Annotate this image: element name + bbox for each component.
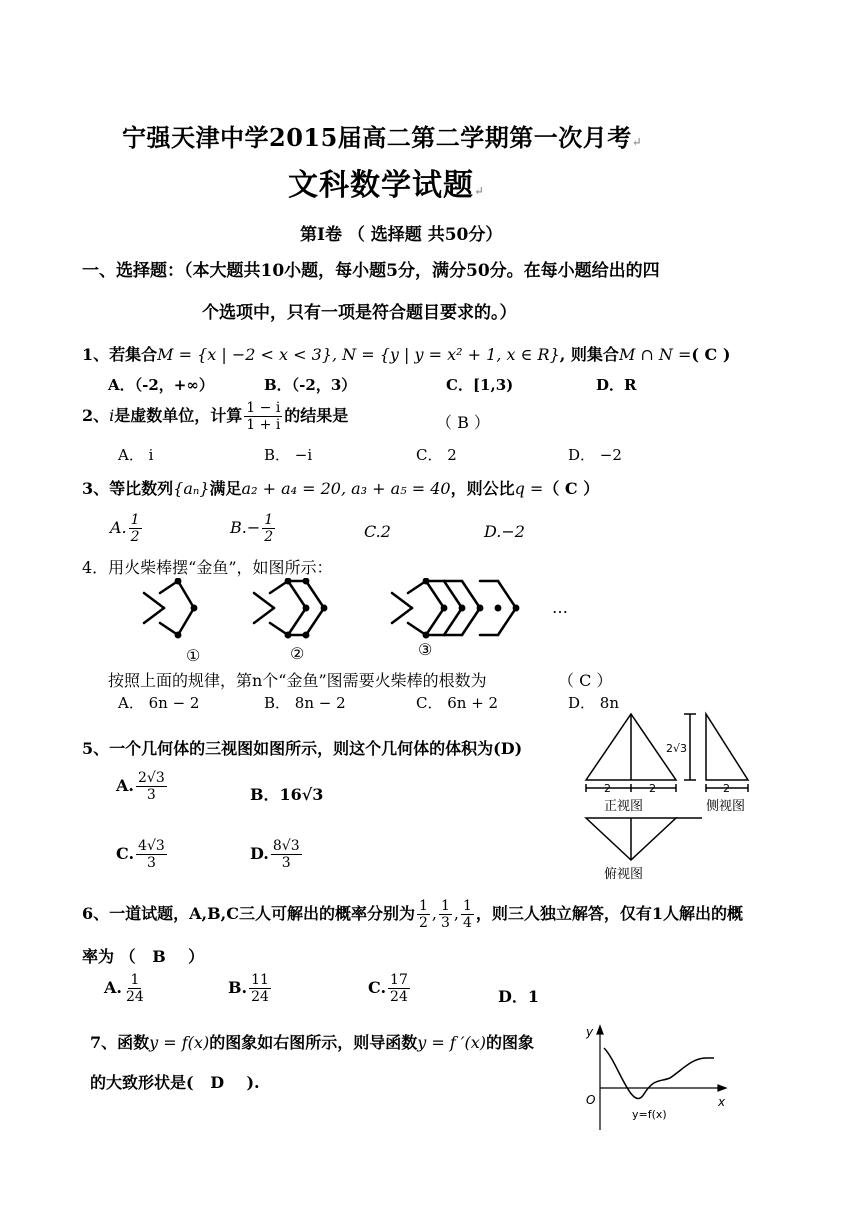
q1-option-a: A．（-2，+∞）	[108, 376, 214, 394]
front-dim-right: 2	[649, 782, 656, 795]
q6-option-a: A. $\frac{1}{24}$	[104, 972, 144, 1006]
front-view-label: 正视图	[604, 799, 644, 814]
q6-line2: 率为 （ B ）	[82, 947, 205, 966]
q3-option-c: C.2	[364, 522, 391, 541]
y-axis-arrow	[597, 1026, 603, 1034]
goldfish-figure	[130, 578, 550, 648]
question-5: 5、一个几何体的三视图如图所示，则这个几何体的体积为(D)	[82, 739, 523, 758]
q2-option-b: B． −i	[264, 446, 313, 464]
q1-option-b: B．（-2，3）	[264, 376, 357, 394]
volume-title: 第Ⅰ卷 （ 选择题 共50分）	[300, 225, 503, 245]
q2-option-c: C． 2	[416, 446, 457, 464]
q2-option-a: A． i	[118, 446, 154, 464]
q4-option-b: B． 8n − 2	[264, 694, 346, 712]
y-axis-label: y	[586, 1025, 594, 1039]
side-view-triangle	[706, 714, 748, 780]
goldfish-3	[392, 579, 518, 637]
q4-rule: 按照上面的规律，第n个“金鱼”图需要火柴棒的根数为	[108, 671, 487, 690]
question-4: 4．用火柴棒摆“金鱼”，如图所示：	[82, 558, 333, 577]
front-dim-left: 2	[604, 782, 611, 795]
question-2: 2、i是虚数单位，计算 $\frac{1 - i}{1 + i}$ 的结果是	[82, 400, 349, 434]
side-view-label: 侧视图	[706, 799, 746, 814]
q1-option-d: D．R	[596, 376, 637, 394]
q4-option-d: D． 8n	[568, 694, 619, 712]
curve-label: y=f(x)	[632, 1108, 667, 1121]
q4-option-c: C． 6n + 2	[416, 694, 499, 712]
top-view-label: 俯视图	[604, 867, 644, 882]
goldfish-label-2: ②	[290, 644, 305, 663]
goldfish-1	[144, 579, 196, 637]
question-1: 1、若集合M = {x | −2 < x < 3}, N = {y | y = x² + 1, x ∈ R}, 则集合M ∩ N =( C )	[82, 345, 731, 364]
goldfish-ellipsis: …	[552, 598, 568, 617]
q6-option-b: B. $\frac{11}{24}$	[228, 972, 269, 1006]
q2-answer: （ B ）	[436, 413, 490, 432]
q6-option-c: C. $\frac{17}{24}$	[368, 972, 408, 1006]
exam-title-line2: 文科数学试题↵	[288, 168, 486, 203]
q3-option-b: B.− $\frac{1}{2}$	[230, 512, 274, 546]
question-7: 7、函数y = f(x)的图象如右图所示，则导函数y = f ′(x)的图象	[90, 1033, 534, 1052]
question-3: 3、等比数列{aₙ}满足a₂ + a₄ = 20, a₃ + a₅ = 40，则公比q =（ C ）	[82, 479, 600, 498]
q3-option-d: D.−2	[484, 522, 525, 541]
q5-option-b: B．16√3	[250, 785, 324, 804]
q4-answer: （ C ）	[558, 671, 613, 690]
q5-option-a: A. $\frac{2√3}{3}$	[116, 770, 165, 804]
height-dim: 2√3	[666, 742, 688, 755]
goldfish-label-3: ③	[418, 640, 433, 659]
part-instructions-line1: 一、选择题：（本大题共10小题，每小题5分，满分50分。在每小题给出的四	[82, 261, 660, 281]
goldfish-label-1: ①	[186, 646, 201, 665]
question-6: 6、一道试题，A,B,C三人可解出的概率分别为 $\frac{1}{2}$ , $\frac{1}{3}$ , $\frac{1}{4}$ ，则三人独立解答，仅有1人解出的概	[82, 898, 744, 932]
q1-option-c: C．[1,3)	[446, 376, 514, 394]
x-axis-arrow	[718, 1085, 726, 1091]
q5-option-c: C. $\frac{4√3}{3}$	[116, 838, 165, 872]
q4-option-a: A． 6n − 2	[118, 694, 200, 712]
curve-f	[604, 1048, 714, 1099]
exam-title-line1: 宁强天津中学2015届高二第二学期第一次月考↵	[122, 123, 643, 152]
function-graph	[580, 1022, 730, 1134]
q3-option-a: A. $\frac{1}{2}$	[110, 512, 140, 546]
goldfish-2	[254, 579, 326, 637]
origin-label: O	[586, 1093, 596, 1107]
x-axis-label: x	[718, 1095, 726, 1109]
q2-option-d: D． −2	[568, 446, 622, 464]
q7-line2: 的大致形状是( D ).	[90, 1073, 260, 1092]
part-instructions-line2: 个选项中，只有一项是符合题目要求的。）	[202, 303, 517, 323]
three-view-figure	[582, 710, 782, 885]
q5-option-d: D. $\frac{8√3}{3}$	[250, 838, 300, 872]
q6-option-d: D．1	[498, 987, 540, 1006]
side-dim: 2	[723, 782, 730, 795]
